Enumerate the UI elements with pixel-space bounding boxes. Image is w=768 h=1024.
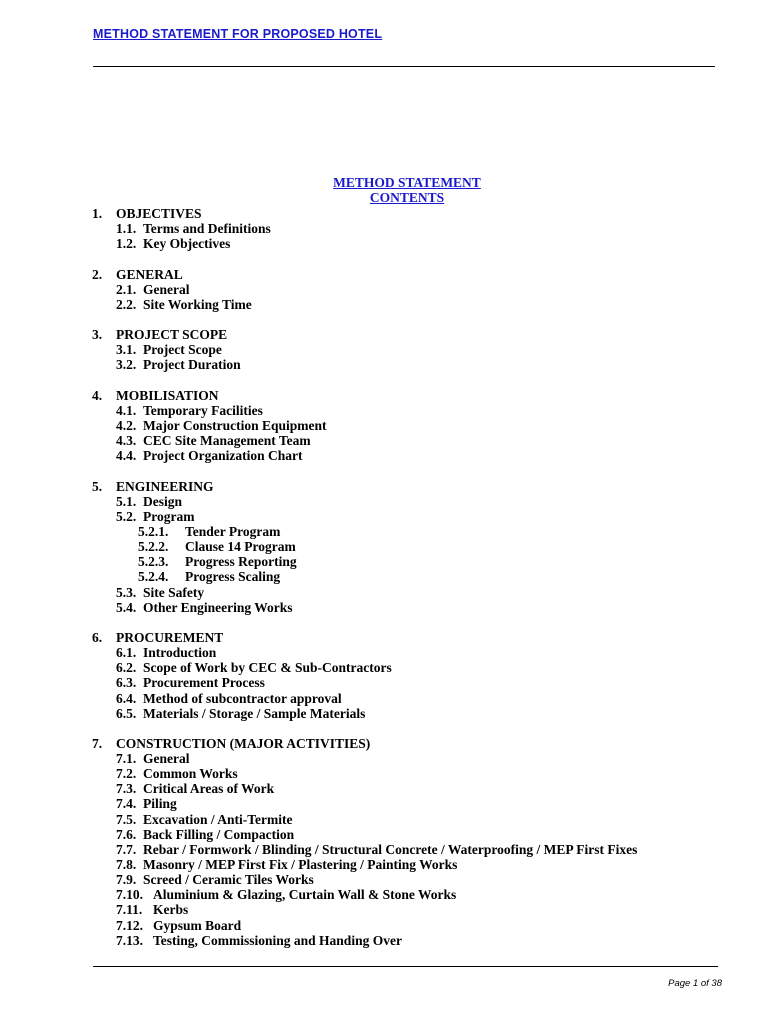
toc-entry-title: Site Safety — [143, 584, 205, 600]
toc-entry-l1 — [92, 630, 732, 645]
table-of-contents — [92, 206, 732, 963]
toc-entry-l2 — [92, 433, 732, 448]
toc-entry-l2 — [92, 781, 732, 796]
toc-section — [92, 388, 732, 464]
toc-entry-title: General — [143, 751, 190, 767]
toc-entry-number: 6.5. — [116, 705, 137, 721]
toc-entry-title: Project Organization Chart — [143, 448, 303, 464]
toc-entry-number: 5.2.1. — [138, 523, 169, 539]
toc-entry-title: Progress Reporting — [185, 554, 297, 570]
page-number: Page 1 of 38 — [668, 978, 722, 989]
toc-entry-number: 6.4. — [116, 690, 137, 706]
toc-entry-number: 4.2. — [116, 417, 137, 433]
toc-entry-title: Method of subcontractor approval — [143, 690, 342, 706]
toc-entry-l2 — [92, 509, 732, 524]
toc-entry-number: 7.4. — [116, 796, 137, 812]
toc-entry-title: Piling — [143, 796, 177, 812]
toc-entry-l2 — [92, 918, 732, 933]
toc-entry-title: PROJECT SCOPE — [116, 327, 228, 343]
toc-entry-title: Key Objectives — [143, 236, 231, 252]
toc-entry-number: 3.1. — [116, 342, 137, 358]
toc-entry-title: Critical Areas of Work — [143, 781, 275, 797]
toc-entry-l2 — [92, 645, 732, 660]
toc-entry-title: Masonry / MEP First Fix / Plastering / Painting Works — [143, 857, 458, 873]
toc-entry-number: 5. — [92, 478, 103, 494]
toc-entry-l3 — [92, 539, 732, 554]
toc-entry-number: 7.8. — [116, 857, 137, 873]
toc-entry-l3 — [92, 524, 732, 539]
toc-entry-title: Scope of Work by CEC & Sub-Contractors — [143, 660, 392, 676]
toc-entry-l3 — [92, 554, 732, 569]
toc-entry-number: 2.1. — [116, 281, 137, 297]
toc-entry-title: Project Duration — [143, 357, 241, 373]
toc-entry-title: Common Works — [143, 766, 238, 782]
toc-entry-number: 7.13. — [116, 932, 143, 948]
toc-entry-l2 — [92, 842, 732, 857]
toc-entry-number: 7.5. — [116, 811, 137, 827]
toc-entry-number: 7.11. — [116, 902, 143, 918]
toc-entry-title: Back Filling / Compaction — [143, 826, 295, 842]
toc-entry-l2 — [92, 403, 732, 418]
toc-entry-l2 — [92, 872, 732, 887]
toc-entry-number: 7.6. — [116, 826, 137, 842]
toc-entry-number: 7. — [92, 735, 103, 751]
toc-entry-number: 1.2. — [116, 236, 137, 252]
toc-entry-number: 3.2. — [116, 357, 137, 373]
toc-entry-title: General — [143, 281, 190, 297]
toc-entry-number: 5.4. — [116, 599, 137, 615]
toc-entry-title: Temporary Facilities — [143, 402, 263, 418]
toc-entry-l2 — [92, 812, 732, 827]
toc-entry-number: 3. — [92, 327, 103, 343]
toc-entry-number: 5.2.3. — [138, 554, 169, 570]
toc-entry-l2 — [92, 236, 732, 251]
toc-entry-l2 — [92, 766, 732, 781]
toc-entry-number: 7.2. — [116, 766, 137, 782]
toc-entry-number: 6.3. — [116, 675, 137, 691]
toc-section — [92, 630, 732, 721]
toc-entry-l2 — [92, 691, 732, 706]
header-divider — [93, 66, 715, 67]
toc-entry-l2 — [92, 933, 732, 948]
toc-entry-number: 4.3. — [116, 433, 137, 449]
toc-entry-l2 — [92, 357, 732, 372]
toc-entry-number: 1.1. — [116, 221, 137, 237]
toc-heading-contents: CONTENTS — [369, 190, 445, 205]
toc-entry-number: 1. — [92, 206, 103, 221]
toc-entry-title: GENERAL — [116, 266, 183, 282]
toc-entry-title: Procurement Process — [143, 675, 265, 691]
toc-entry-number: 5.1. — [116, 493, 137, 509]
toc-entry-title: Site Working Time — [143, 296, 252, 312]
toc-entry-title: Other Engineering Works — [143, 599, 293, 615]
toc-entry-title: Design — [143, 493, 183, 509]
toc-entry-number: 2.2. — [116, 296, 137, 312]
toc-entry-number: 6.1. — [116, 645, 137, 661]
toc-entry-title: Kerbs — [153, 902, 189, 918]
toc-entry-title: Gypsum Board — [153, 917, 242, 933]
toc-entry-number: 7.7. — [116, 841, 137, 857]
toc-entry-l2 — [92, 297, 732, 312]
toc-entry-title: Major Construction Equipment — [143, 417, 327, 433]
toc-entry-l2 — [92, 902, 732, 917]
toc-section — [92, 327, 732, 372]
toc-entry-title: CONSTRUCTION (MAJOR ACTIVITIES) — [116, 735, 371, 751]
toc-entry-title: Aluminium & Glazing, Curtain Wall & Stone Works — [153, 887, 457, 903]
toc-entry-l2 — [92, 282, 732, 297]
toc-entry-l2 — [92, 751, 732, 766]
toc-entry-l2 — [92, 857, 732, 872]
toc-section — [92, 267, 732, 312]
toc-entry-title: Program — [143, 508, 195, 524]
toc-entry-title: Excavation / Anti-Termite — [143, 811, 293, 827]
document-header-title: METHOD STATEMENT FOR PROPOSED HOTEL — [93, 27, 383, 41]
toc-entry-title: Project Scope — [143, 342, 222, 358]
toc-entry-title: Clause 14 Program — [185, 539, 296, 555]
toc-entry-l1 — [92, 388, 732, 403]
toc-entry-title: Testing, Commissioning and Handing Over — [153, 932, 402, 948]
toc-entry-title: Introduction — [143, 645, 217, 661]
toc-entry-title: OBJECTIVES — [116, 206, 202, 221]
toc-entry-number: 7.1. — [116, 751, 137, 767]
toc-entry-l2 — [92, 221, 732, 236]
toc-section — [92, 736, 732, 948]
toc-heading-method-statement: METHOD STATEMENT — [333, 175, 481, 190]
toc-entry-number: 7.10. — [116, 887, 143, 903]
toc-entry-number: 7.12. — [116, 917, 143, 933]
toc-entry-l2 — [92, 887, 732, 902]
toc-entry-title: Progress Scaling — [185, 569, 281, 585]
toc-entry-l2 — [92, 494, 732, 509]
toc-entry-title: PROCUREMENT — [116, 629, 224, 645]
toc-entry-number: 7.3. — [116, 781, 137, 797]
toc-entry-number: 4.1. — [116, 402, 137, 418]
toc-entry-l3 — [92, 569, 732, 584]
toc-entry-title: Screed / Ceramic Tiles Works — [143, 872, 314, 888]
toc-entry-number: 4. — [92, 387, 103, 403]
toc-entry-title: Materials / Storage / Sample Materials — [143, 705, 366, 721]
toc-entry-number: 5.2.2. — [138, 539, 169, 555]
toc-entry-l2 — [92, 796, 732, 811]
toc-entry-l1 — [92, 206, 732, 221]
toc-entry-number: 2. — [92, 266, 103, 282]
toc-entry-l1 — [92, 736, 732, 751]
toc-entry-number: 5.3. — [116, 584, 137, 600]
toc-entry-l2 — [92, 585, 732, 600]
toc-entry-l2 — [92, 827, 732, 842]
toc-entry-number: 7.9. — [116, 872, 137, 888]
toc-entry-l1 — [92, 267, 732, 282]
toc-entry-l2 — [92, 660, 732, 675]
toc-entry-number: 4.4. — [116, 448, 137, 464]
toc-entry-l2 — [92, 675, 732, 690]
toc-entry-l1 — [92, 479, 732, 494]
toc-entry-title: MOBILISATION — [116, 387, 219, 403]
toc-entry-l2 — [92, 706, 732, 721]
toc-entry-title: ENGINEERING — [116, 478, 214, 494]
toc-entry-l1 — [92, 327, 732, 342]
toc-section — [92, 479, 732, 615]
toc-entry-number: 6. — [92, 629, 103, 645]
toc-entry-number: 6.2. — [116, 660, 137, 676]
toc-section — [92, 206, 732, 251]
toc-entry-number: 5.2.4. — [138, 569, 169, 585]
toc-entry-title: Tender Program — [185, 523, 281, 539]
toc-entry-number: 5.2. — [116, 508, 137, 524]
toc-entry-title: CEC Site Management Team — [143, 433, 311, 449]
toc-entry-title: Rebar / Formwork / Blinding / Structural Concrete / Waterproofing / MEP First Fixes — [143, 841, 638, 857]
toc-entry-l2 — [92, 342, 732, 357]
toc-entry-title: Terms and Definitions — [143, 221, 271, 237]
footer-divider — [93, 966, 718, 967]
toc-entry-l2 — [92, 448, 732, 463]
toc-entry-l2 — [92, 600, 732, 615]
toc-entry-l2 — [92, 418, 732, 433]
